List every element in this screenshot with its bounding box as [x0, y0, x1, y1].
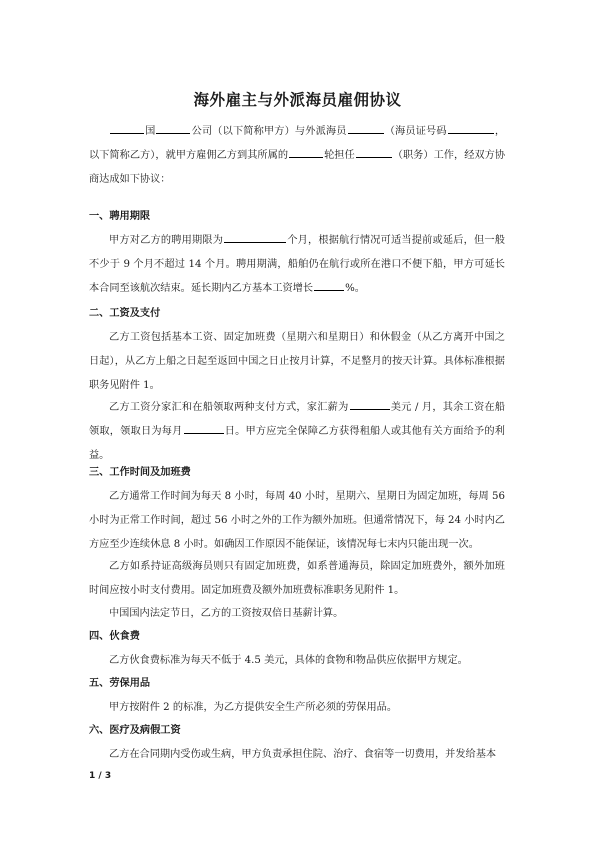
blank-home-remittance: [350, 397, 390, 410]
section-heading-1: 一、聘用期限: [89, 211, 151, 222]
section-4-paragraph: 乙方伙食费标准为每天不低于 4.5 美元，具体的食物和物品供应依据甲方规定。: [109, 655, 468, 666]
intro-paragraph: 国 公司（以下简称甲方）与外派海员 （海员证号码 ，以下简称乙方），就甲方雇佣乙方到其所属的 轮担任 （职务）工作，经双方协商达成如下协议：: [89, 120, 505, 192]
section-heading-6: 六、医疗及病假工资: [89, 725, 181, 736]
document-title: 海外雇主与外派海员雇佣协议: [193, 91, 402, 109]
blank-company: [156, 121, 190, 134]
section-3-paragraph-3: 中国国内法定节日，乙方的工资按双倍日基薪计算。: [109, 608, 344, 619]
section-6-paragraph: 乙方在合同期内受伤或生病，甲方负责承担住院、治疗、食宿等一切费用，并发给基本: [109, 749, 497, 760]
page-number: 1 / 3: [89, 771, 112, 781]
section-heading-5: 五、劳保用品: [89, 678, 151, 689]
section-heading-3: 三、工作时间及加班费: [89, 467, 191, 478]
blank-term-months: [224, 230, 286, 243]
blank-seaman-book-no: [448, 121, 494, 134]
section-5-paragraph: 甲方按附件 2 的标准，为乙方提供安全生产所必须的劳保用品。: [109, 702, 398, 713]
blank-pay-day: [184, 421, 224, 434]
section-heading-2: 二、工资及支付: [89, 308, 161, 319]
section-2-paragraph-2: 乙方工资分家汇和在船领取两种支付方式，家汇薪为 美元 / 月，其余工资在船领取，领取日为每月 日。甲方应完全保障乙方获得租船人或其他有关方面给予的利益。: [89, 396, 505, 468]
blank-vessel: [289, 145, 323, 158]
blank-seafarer-name: [348, 121, 384, 134]
blank-position: [356, 145, 392, 158]
blank-wage-increase: [314, 278, 344, 291]
section-3-paragraph-1: 乙方通常工作时间为每天 8 小时，每周 40 小时，星期六、星期日为固定加班，每周 56 小时为正常工作时间，超过 56 小时之外的工作为额外加班。但通常情况下，每 24 小时内乙方应至少连续休息 8 小时。如确因工作原因不能保证，该情况每七末内只能出现一次。: [89, 491, 505, 550]
section-heading-4: 四、伙食费: [89, 631, 140, 642]
section-1-paragraph: 甲方对乙方的聘用期限为 个月，根据航行情况可适当提前或延后，但一般不少于 9 个月不超过 14 个月。聘用期满，船舶仍在航行或所在港口不便下船，甲方可延长本合同至该航次结束。延长期内乙方基本工资增长 %。: [89, 229, 505, 301]
section-3-paragraph-2: 乙方如系持证高级海员则只有固定加班费，如系普通海员，除固定加班费外，额外加班时间应按小时支付费用。固定加班费及额外加班费标准职务见附件 1。: [89, 561, 505, 596]
section-2-paragraph-1: 乙方工资包括基本工资、固定加班费（星期六和星期日）和休假金（从乙方离开中国之日起），从乙方上船之日起至返回中国之日止按月计算，不足整月的按天计算。具体标准根据职务见附件 1。: [89, 332, 505, 391]
blank-country: [110, 121, 144, 134]
